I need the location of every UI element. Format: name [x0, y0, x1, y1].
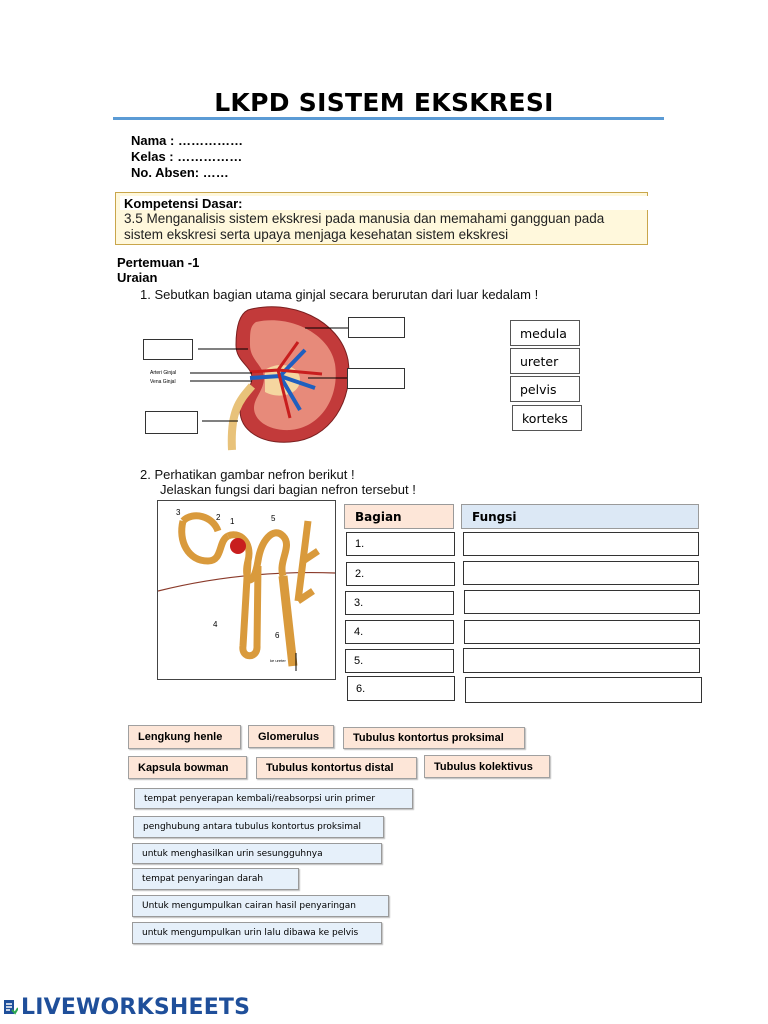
identity-block — [131, 133, 243, 181]
row-2-fungsi[interactable] — [463, 561, 699, 585]
term-tubulus-kontortus-distal[interactable]: Tubulus kontortus distal — [256, 757, 417, 779]
term-tubulus-kontortus-proksimal[interactable]: Tubulus kontortus proksimal — [343, 727, 525, 749]
type-heading: Uraian — [117, 270, 158, 285]
function-chip-5[interactable]: Untuk mengumpulkan cairan hasil penyaringan — [132, 895, 389, 917]
brand-text: LIVEWORKSHEETS — [21, 995, 251, 1020]
term-tubulus-kolektivus[interactable]: Tubulus kolektivus — [424, 755, 550, 778]
option-ureter[interactable]: ureter — [510, 348, 580, 374]
nama-field: Nama : …………… — [131, 133, 243, 148]
nephron-label-4: 4 — [213, 620, 218, 629]
function-chip-2[interactable]: penghubung antara tubulus kontortus proksimal — [133, 816, 384, 838]
option-korteks[interactable]: korteks — [512, 405, 582, 431]
nephron-label-2: 2 — [216, 513, 221, 522]
nephron-label-6: 6 — [275, 631, 280, 640]
header-fungsi: Fungsi — [461, 504, 699, 529]
nephron-label-3: 3 — [176, 508, 181, 517]
kompetensi-heading: Kompetensi Dasar: — [124, 196, 243, 211]
row-3-fungsi[interactable] — [464, 590, 700, 614]
term-kapsula-bowman[interactable]: Kapsula bowman — [128, 756, 247, 779]
row-2-bagian[interactable]: 2. — [346, 562, 455, 586]
liveworksheets-logo — [4, 995, 250, 1020]
question-1-text: 1. Sebutkan bagian utama ginjal secara berurutan dari luar kedalam ! — [140, 287, 539, 302]
kidney-answer-2[interactable] — [145, 411, 198, 434]
nephron-figure — [157, 500, 336, 680]
term-lengkung-henle[interactable]: Lengkung henle — [128, 725, 241, 749]
row-5-fungsi[interactable] — [463, 648, 700, 673]
nephron-label-1: 1 — [230, 517, 235, 526]
function-chip-6[interactable]: untuk mengumpulkan urin lalu dibawa ke pelvis — [132, 922, 382, 944]
function-chip-4[interactable]: tempat penyaringan darah — [132, 868, 299, 890]
option-pelvis[interactable]: pelvis — [510, 376, 580, 402]
kompetensi-text: 3.5 Menganalisis sistem ekskresi pada manusia dan memahami gangguan pada sistem ekskresi serta upaya menjaga kesehatan sistem ekskresi — [124, 211, 605, 242]
logo-icon — [4, 997, 18, 1013]
row-1-bagian[interactable]: 1. — [346, 532, 455, 556]
question-2-line2: Jelaskan fungsi dari bagian nefron tersebut ! — [160, 482, 416, 497]
meeting-heading: Pertemuan -1 — [117, 255, 200, 270]
nephron-label-5: 5 — [271, 514, 276, 523]
nephron-caption: ke ureter — [270, 658, 286, 663]
term-glomerulus[interactable]: Glomerulus — [248, 725, 334, 748]
row-5-bagian[interactable]: 5. — [345, 649, 454, 673]
row-3-bagian[interactable]: 3. — [345, 591, 454, 615]
page-title: LKPD SISTEM EKSKRESI — [214, 88, 554, 117]
absen-field: No. Absen: …… — [131, 165, 229, 180]
title-underline — [113, 117, 664, 120]
row-6-bagian[interactable]: 6. — [347, 676, 455, 701]
kidney-answer-3[interactable] — [348, 317, 405, 338]
function-chip-3[interactable]: untuk menghasilkan urin sesungguhnya — [132, 843, 382, 864]
nephron-drawing — [158, 501, 335, 679]
header-bagian: Bagian — [344, 504, 454, 529]
artery-label: Arteri Ginjal — [150, 370, 177, 376]
row-1-fungsi[interactable] — [463, 532, 699, 556]
vein-label: Vena Ginjal — [150, 379, 176, 385]
question-2-line1: 2. Perhatikan gambar nefron berikut ! — [140, 467, 355, 482]
row-4-bagian[interactable]: 4. — [345, 620, 454, 644]
option-medula[interactable]: medula — [510, 320, 580, 346]
function-chip-1[interactable]: tempat penyerapan kembali/reabsorpsi urin primer — [134, 788, 413, 809]
row-6-fungsi[interactable] — [465, 677, 702, 703]
kelas-field: Kelas : …………… — [131, 149, 243, 164]
kidney-answer-4[interactable] — [347, 368, 405, 389]
row-4-fungsi[interactable] — [464, 620, 700, 644]
kidney-answer-1[interactable] — [143, 339, 193, 360]
